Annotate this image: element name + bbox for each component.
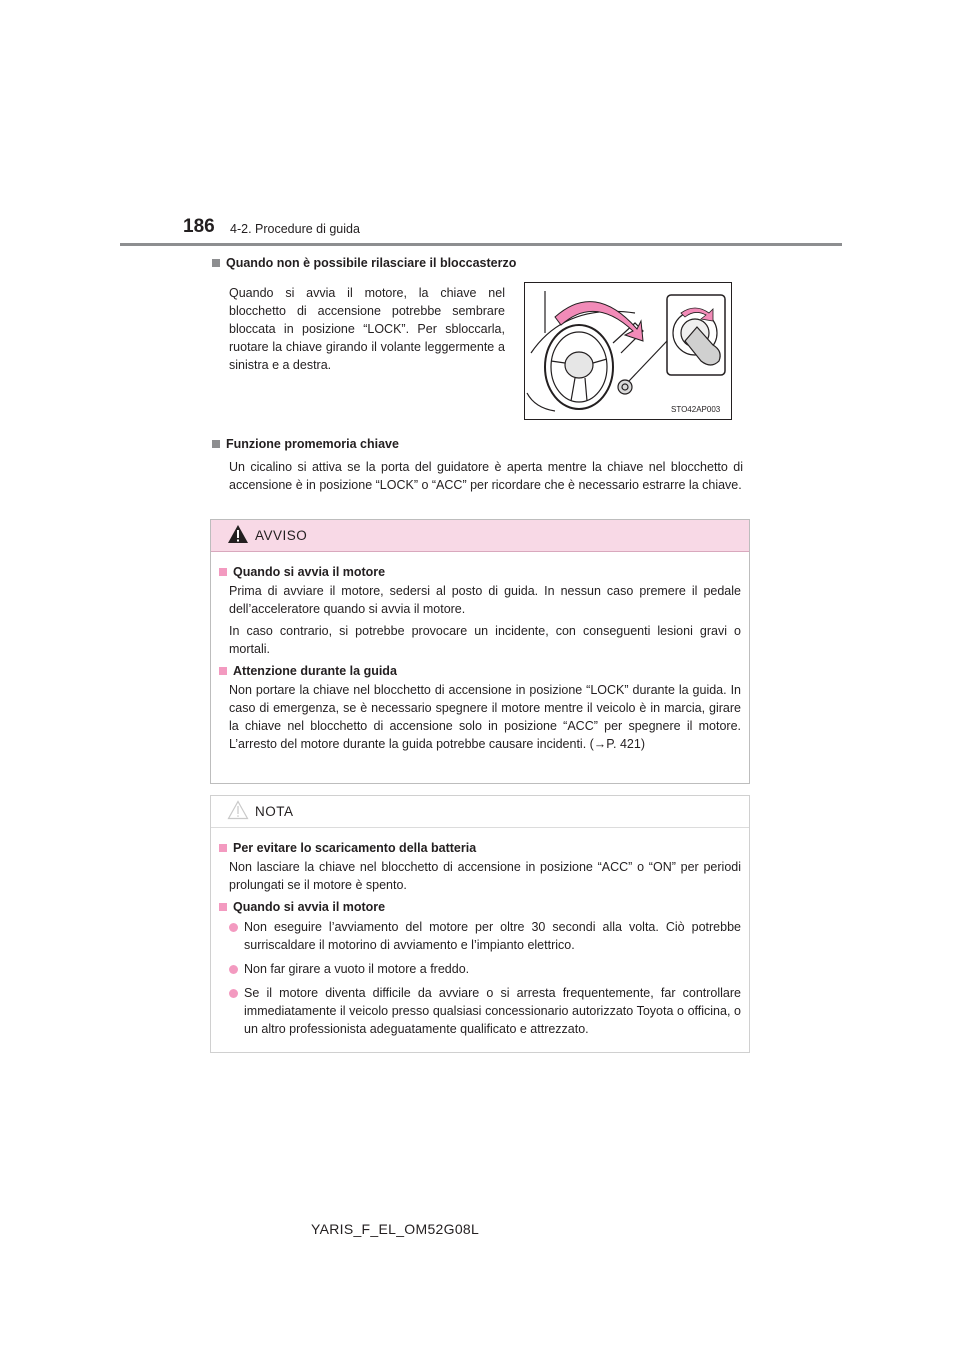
- caution-section-heading-text: Per evitare lo scaricamento della batteria: [233, 841, 477, 855]
- warning-section-heading-text: Quando si avvia il motore: [233, 565, 386, 579]
- caution-paragraph: Non lasciare la chiave nel blocchetto di accensione in posizione “ACC” o “ON” per periodi prolungati se il motore è spento.: [229, 860, 741, 892]
- steering-wheel-key-drawing: [525, 283, 731, 419]
- steering-wheel-illustration: [524, 282, 732, 420]
- caution-box: [210, 795, 750, 1053]
- steering-lock-heading: [212, 256, 516, 270]
- steering-lock-text: Quando si avvia il motore, la chiave nel blocchetto di accensione potrebbe sembrare bloccata in posizione “LOCK”. Per sbloccarla, ruotare la chiave girando il volante leggermente a sinistra e a destra.: [229, 286, 505, 372]
- warning-paragraph: Non portare la chiave nel blocchetto di accensione in posizione “LOCK” durante la guida. In caso di emergenza, se è necessario spegnere il motore mentre il veicolo è in marcia, girare la chiave nel blocchetto di accensione solo in posizione “ACC” per spegnere il motore. L’arresto del motore durante la guida potrebbe causare incidenti. (→P. 421): [229, 683, 741, 751]
- square-bullet-icon: [219, 844, 227, 852]
- steering-lock-heading-text: Quando non è possibile rilasciare il bloccasterzo: [226, 256, 517, 270]
- warning-content: [211, 552, 749, 753]
- caution-header: [211, 796, 749, 828]
- warning-paragraph: In caso contrario, si potrebbe provocare un incidente, con conseguenti lesioni gravi o mortali.: [229, 624, 741, 656]
- square-bullet-icon: [212, 259, 220, 267]
- square-bullet-icon: [219, 903, 227, 911]
- warning-section-heading-text: Attenzione durante la guida: [233, 664, 397, 678]
- square-bullet-icon: [212, 440, 220, 448]
- list-item: [229, 918, 741, 954]
- list-item: [229, 984, 741, 1038]
- caution-triangle-icon: [227, 800, 249, 820]
- caution-section-heading: [219, 841, 741, 855]
- square-bullet-icon: [219, 667, 227, 675]
- caution-section-heading-text: Quando si avvia il motore: [233, 900, 386, 914]
- warning-title: AVVISO: [255, 528, 308, 543]
- warning-section-heading: [219, 565, 741, 579]
- bullet-dot-icon: [229, 965, 238, 974]
- list-item-text: Non far girare a vuoto il motore a freddo.: [244, 962, 470, 976]
- caution-section-heading: [219, 900, 741, 914]
- warning-triangle-icon: [227, 524, 249, 544]
- key-reminder-heading-text: Funzione promemoria chiave: [226, 437, 399, 451]
- section-title: 4-2. Procedure di guida: [230, 222, 360, 236]
- header-rule: [120, 243, 842, 246]
- list-item-text: Se il motore diventa difficile da avviare o si arresta frequentemente, far controllare immediatamente il veicolo presso qualsiasi concessionario autorizzato Toyota o officina, o un altro professionista adeguatamente qualificato e attrezzato.: [244, 986, 741, 1036]
- list-item-text: Non eseguire l’avviamento del motore per oltre 30 secondi alla volta. Ciò potrebbe surriscaldare il motorino di avviamento e l’impianto elettrico.: [244, 920, 741, 952]
- key-reminder-heading: [212, 437, 399, 451]
- page-number: 186: [183, 216, 215, 237]
- bullet-dot-icon: [229, 989, 238, 998]
- warning-paragraph: Prima di avviare il motore, sedersi al posto di guida. In nessun caso premere il pedale dell’acceleratore quando si avvia il motore.: [229, 584, 741, 616]
- caution-title: NOTA: [255, 804, 294, 819]
- square-bullet-icon: [219, 568, 227, 576]
- key-reminder-text: Un cicalino si attiva se la porta del guidatore è aperta mentre la chiave nel blocchetto di accensione è in posizione “LOCK” o “ACC” per ricordare che è necessario estrarre la chiave.: [229, 460, 743, 492]
- warning-header: [211, 520, 749, 552]
- warning-box: [210, 519, 750, 784]
- list-item: [229, 960, 741, 978]
- illustration-code: STO42AP003: [671, 405, 721, 414]
- bullet-dot-icon: [229, 923, 238, 932]
- warning-section-heading: [219, 664, 741, 678]
- caution-content: [211, 828, 749, 1038]
- document-code: YARIS_F_EL_OM52G08L: [311, 1221, 480, 1237]
